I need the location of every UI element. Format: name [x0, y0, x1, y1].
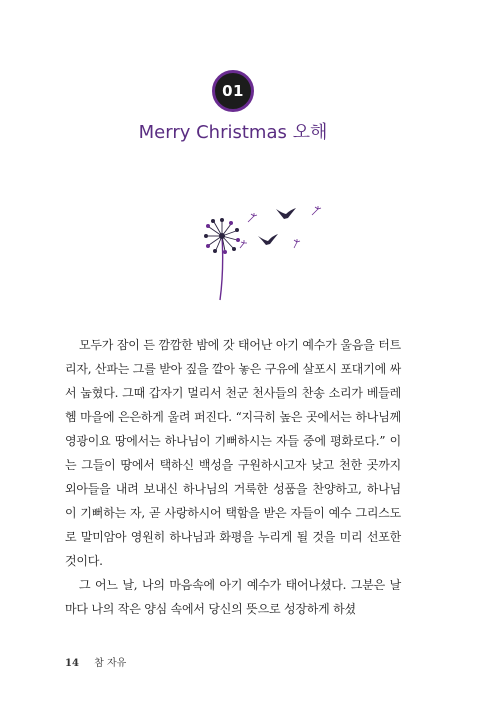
bird-lower [258, 234, 278, 245]
dandelion-center [219, 233, 225, 239]
chapter-number: 01 [222, 82, 244, 100]
bird-upper [276, 208, 296, 219]
book-title: 참 자유 [94, 658, 127, 669]
dandelion-stem [220, 236, 223, 300]
body-text [65, 333, 401, 621]
paragraph-2: 그 어느 날, 나의 마음속에 아기 예수가 태어나셨다. 그분은 날마다 나의 작은 양심 속에서 당신의 뜻으로 성장하게 하셨 [65, 578, 401, 616]
page-number: 14 [65, 658, 79, 669]
chapter-title: Merry Christmas 오해 [138, 122, 328, 143]
paragraph-1: 모두가 잠이 든 깜깜한 밤에 갓 태어난 아기 예수가 울음을 터트리자, 산파는 그를 받아 짚을 깔아 놓은 구유에 살포시 포대기에 싸서 눕혔다. 그때 갑자기 멀리서 천군 천사들의 찬송 소리가 베들레헴 마을에 은은하게 울려 퍼진다. “지극히 높은 곳에서는 하나님께 영광이요 땅에서는 하나님이 기뻐하시는 자들 중에 평화로다.” 이는 그들이 땅에서 택하신 백성을 구원하시고자 낮고 천한 곳까지 외아들을 내려 보내신 하나님의 거룩한 성품을 찬양하고, 하나님이 기뻐하는 자, 곧 사랑하시어 택함을 받은 자들이 예수 그리스도로 말미암아 영원히 하나님과 화평을 누리게 될 것을 미리 선포한 것이다. [65, 338, 401, 568]
chapter-number-badge [212, 70, 254, 112]
page-footer [65, 654, 126, 669]
dandelion-with-birds-icon [200, 200, 330, 305]
